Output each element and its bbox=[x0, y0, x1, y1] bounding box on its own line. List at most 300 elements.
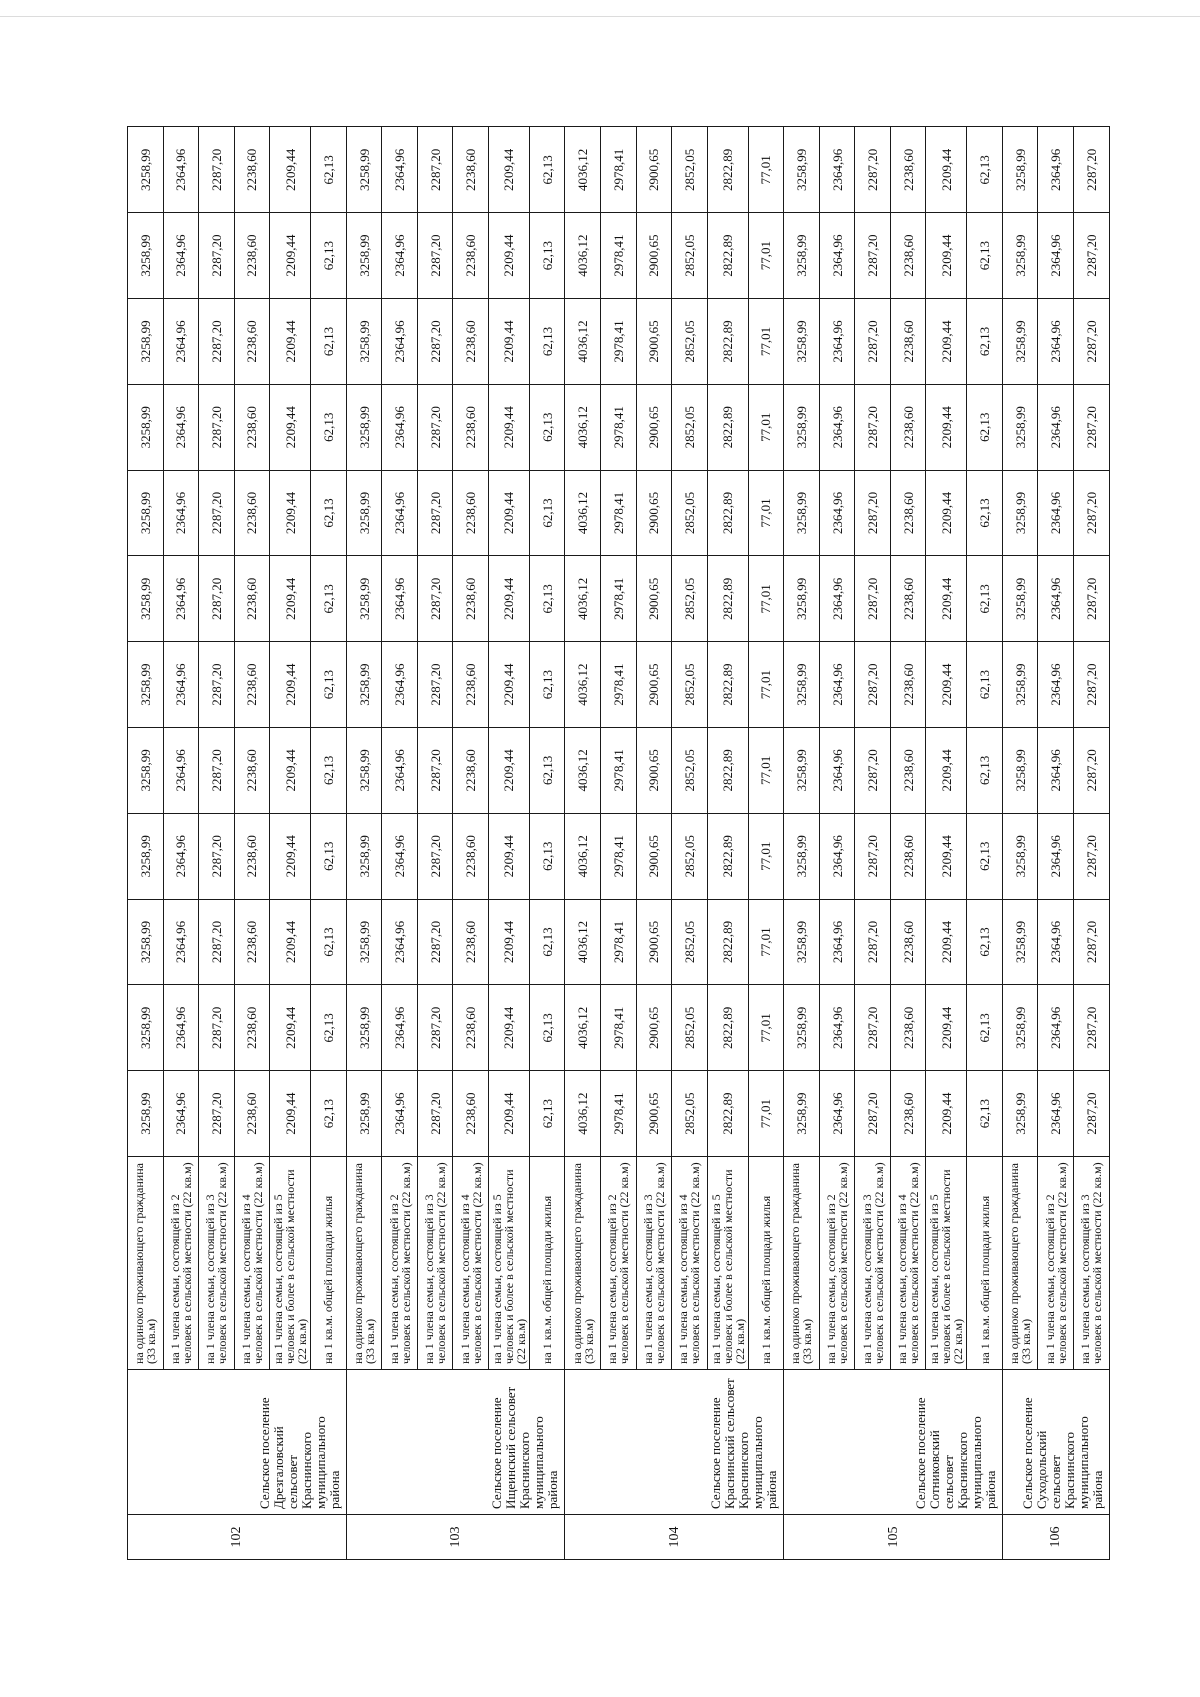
table-row bbox=[163, 127, 199, 1560]
cost-value-cell: 3258,99 bbox=[346, 470, 382, 556]
cost-value-cell: 2287,20 bbox=[1074, 384, 1110, 470]
cost-value-cell: 62,13 bbox=[529, 813, 565, 899]
cost-value-cell: 2287,20 bbox=[855, 556, 891, 642]
cost-value-cell: 62,13 bbox=[529, 1071, 565, 1157]
cost-value-cell: 2238,60 bbox=[890, 556, 926, 642]
cost-value-cell: 2238,60 bbox=[453, 384, 489, 470]
cost-value-cell: 2900,65 bbox=[636, 728, 672, 814]
cost-value-cell: 3258,99 bbox=[346, 642, 382, 728]
cost-value-cell: 2364,96 bbox=[382, 899, 418, 985]
cost-value-cell: 2287,20 bbox=[199, 213, 235, 299]
row-number: 103 bbox=[346, 1515, 565, 1560]
cost-value-cell: 2287,20 bbox=[199, 642, 235, 728]
cost-value-cell: 62,13 bbox=[967, 384, 1003, 470]
cost-value-cell: 2822,89 bbox=[707, 642, 748, 728]
norm-description: на 1 кв.м. общей площади жилья bbox=[967, 1157, 1003, 1370]
cost-value-cell: 2364,96 bbox=[1038, 813, 1074, 899]
cost-value-cell: 2364,96 bbox=[163, 813, 199, 899]
cost-value-cell: 2209,44 bbox=[926, 728, 967, 814]
cost-value-cell: 62,13 bbox=[529, 899, 565, 985]
norm-description: на 1 члена семьи, состоящей из 3 человек в сельской местности (22 кв.м) bbox=[636, 1157, 672, 1370]
cost-value-cell: 2209,44 bbox=[488, 470, 529, 556]
cost-value-cell: 2287,20 bbox=[417, 813, 453, 899]
cost-value-cell: 2287,20 bbox=[855, 470, 891, 556]
cost-value-cell: 2287,20 bbox=[1074, 899, 1110, 985]
cost-value-cell: 3258,99 bbox=[128, 1071, 164, 1157]
cost-value-cell: 62,13 bbox=[311, 642, 347, 728]
cost-value-cell: 2238,60 bbox=[453, 728, 489, 814]
table-row bbox=[453, 127, 489, 1560]
cost-value-cell: 2238,60 bbox=[890, 985, 926, 1071]
cost-value-cell: 2287,20 bbox=[855, 127, 891, 213]
cost-value-cell: 2209,44 bbox=[926, 556, 967, 642]
cost-value-cell: 2209,44 bbox=[270, 1071, 311, 1157]
cost-value-cell: 3258,99 bbox=[784, 213, 820, 299]
cost-value-cell: 2364,96 bbox=[1038, 213, 1074, 299]
norm-description: на 1 члена семьи, состоящей из 4 человек в сельской местности (22 кв.м) bbox=[234, 1157, 270, 1370]
cost-value-cell: 2978,41 bbox=[601, 299, 637, 385]
table-row bbox=[270, 127, 311, 1560]
cost-value-cell: 2852,05 bbox=[672, 728, 708, 814]
table-row bbox=[601, 127, 637, 1560]
cost-value-cell: 2287,20 bbox=[855, 813, 891, 899]
cost-value-cell: 62,13 bbox=[967, 556, 1003, 642]
cost-value-cell: 2209,44 bbox=[926, 127, 967, 213]
norm-description: на 1 кв.м. общей площади жилья bbox=[748, 1157, 784, 1370]
table-row bbox=[417, 127, 453, 1560]
cost-value-cell: 2287,20 bbox=[199, 384, 235, 470]
table-row bbox=[855, 127, 891, 1560]
cost-value-cell: 2364,96 bbox=[163, 213, 199, 299]
cost-value-cell: 3258,99 bbox=[784, 299, 820, 385]
cost-value-cell: 3258,99 bbox=[784, 642, 820, 728]
cost-value-cell: 2364,96 bbox=[163, 728, 199, 814]
cost-value-cell: 2209,44 bbox=[488, 299, 529, 385]
cost-value-cell: 2209,44 bbox=[270, 556, 311, 642]
cost-value-cell: 3258,99 bbox=[346, 384, 382, 470]
norm-description: на 1 члена семьи, состоящей из 2 человек в сельской местности (22 кв.м) bbox=[819, 1157, 855, 1370]
norm-description: на 1 члена семьи, состоящей из 2 человек в сельской местности (22 кв.м) bbox=[1038, 1157, 1074, 1370]
cost-value-cell: 62,13 bbox=[529, 384, 565, 470]
table-row bbox=[1002, 127, 1038, 1560]
cost-value-cell: 2238,60 bbox=[453, 1071, 489, 1157]
cost-value-cell: 2287,20 bbox=[417, 384, 453, 470]
cost-value-cell: 2238,60 bbox=[453, 899, 489, 985]
cost-value-cell: 3258,99 bbox=[346, 299, 382, 385]
cost-value-cell: 3258,99 bbox=[346, 1071, 382, 1157]
cost-value-cell: 2364,96 bbox=[163, 985, 199, 1071]
cost-value-cell: 62,13 bbox=[311, 985, 347, 1071]
cost-value-cell: 3258,99 bbox=[784, 556, 820, 642]
cost-value-cell: 2364,96 bbox=[1038, 899, 1074, 985]
cost-value-cell: 2238,60 bbox=[453, 299, 489, 385]
cost-value-cell: 2209,44 bbox=[488, 384, 529, 470]
cost-value-cell: 2364,96 bbox=[1038, 556, 1074, 642]
cost-value-cell: 2287,20 bbox=[199, 299, 235, 385]
cost-value-cell: 2978,41 bbox=[601, 127, 637, 213]
cost-value-cell: 2209,44 bbox=[488, 556, 529, 642]
table-row bbox=[128, 127, 164, 1560]
cost-value-cell: 2287,20 bbox=[417, 127, 453, 213]
table-row bbox=[488, 127, 529, 1560]
cost-value-cell: 2978,41 bbox=[601, 899, 637, 985]
cost-value-cell: 2364,96 bbox=[382, 1071, 418, 1157]
cost-value-cell: 2287,20 bbox=[1074, 642, 1110, 728]
cost-value-cell: 2238,60 bbox=[234, 470, 270, 556]
cost-value-cell: 2364,96 bbox=[819, 470, 855, 556]
cost-value-cell: 2822,89 bbox=[707, 813, 748, 899]
cost-value-cell: 2209,44 bbox=[270, 813, 311, 899]
cost-value-cell: 62,13 bbox=[311, 813, 347, 899]
cost-value-cell: 4036,12 bbox=[565, 127, 601, 213]
cost-value-cell: 62,13 bbox=[311, 384, 347, 470]
cost-value-cell: 2287,20 bbox=[855, 899, 891, 985]
table-row bbox=[636, 127, 672, 1560]
cost-value-cell: 2287,20 bbox=[417, 642, 453, 728]
settlement-name: Сельское поселение Суходольский сельсовет Краснинского муниципального района bbox=[1002, 1370, 1109, 1515]
cost-value-cell: 2209,44 bbox=[926, 899, 967, 985]
cost-value-cell: 2209,44 bbox=[270, 985, 311, 1071]
norm-description: на 1 члена семьи, состоящей из 2 человек в сельской местности (22 кв.м) bbox=[163, 1157, 199, 1370]
table-row bbox=[819, 127, 855, 1560]
cost-value-cell: 2822,89 bbox=[707, 985, 748, 1071]
cost-value-cell: 3258,99 bbox=[1002, 1071, 1038, 1157]
cost-value-cell: 2238,60 bbox=[453, 985, 489, 1071]
cost-value-cell: 2238,60 bbox=[234, 384, 270, 470]
cost-value-cell: 2287,20 bbox=[199, 1071, 235, 1157]
cost-value-cell: 2287,20 bbox=[1074, 556, 1110, 642]
cost-value-cell: 2287,20 bbox=[855, 728, 891, 814]
cost-value-cell: 3258,99 bbox=[1002, 899, 1038, 985]
cost-value-cell: 2209,44 bbox=[488, 213, 529, 299]
cost-value-cell: 2238,60 bbox=[890, 470, 926, 556]
cost-value-cell: 2900,65 bbox=[636, 127, 672, 213]
norm-description: на 1 члена семьи, состоящей из 4 человек в сельской местности (22 кв.м) bbox=[890, 1157, 926, 1370]
cost-value-cell: 77,01 bbox=[748, 985, 784, 1071]
cost-value-cell: 2978,41 bbox=[601, 384, 637, 470]
cost-value-cell: 62,13 bbox=[967, 813, 1003, 899]
row-number: 104 bbox=[565, 1515, 784, 1560]
cost-value-cell: 2287,20 bbox=[1074, 813, 1110, 899]
cost-value-cell: 2287,20 bbox=[1074, 299, 1110, 385]
cost-value-cell: 3258,99 bbox=[128, 470, 164, 556]
norm-description: на 1 члена семьи, состоящей из 3 человек в сельской местности (22 кв.м) bbox=[417, 1157, 453, 1370]
cost-value-cell: 3258,99 bbox=[346, 213, 382, 299]
norm-description: на одиноко проживающего гражданина (33 кв.м) bbox=[346, 1157, 382, 1370]
norm-description: на одиноко проживающего гражданина (33 кв.м) bbox=[1002, 1157, 1038, 1370]
cost-value-cell: 2364,96 bbox=[1038, 470, 1074, 556]
cost-value-cell: 2209,44 bbox=[270, 470, 311, 556]
table-row bbox=[707, 127, 748, 1560]
cost-value-cell: 77,01 bbox=[748, 642, 784, 728]
norm-description: на 1 члена семьи, состоящей из 3 человек в сельской местности (22 кв.м) bbox=[1074, 1157, 1110, 1370]
cost-value-cell: 2364,96 bbox=[382, 728, 418, 814]
cost-value-cell: 2238,60 bbox=[453, 642, 489, 728]
cost-value-cell: 2364,96 bbox=[819, 985, 855, 1071]
norm-description: на одиноко проживающего гражданина (33 кв.м) bbox=[784, 1157, 820, 1370]
cost-value-cell: 2238,60 bbox=[890, 127, 926, 213]
cost-value-cell: 2287,20 bbox=[417, 1071, 453, 1157]
cost-value-cell: 62,13 bbox=[311, 899, 347, 985]
cost-value-cell: 62,13 bbox=[311, 556, 347, 642]
cost-value-cell: 2364,96 bbox=[163, 556, 199, 642]
row-number: 106 bbox=[1002, 1515, 1109, 1560]
cost-value-cell: 3258,99 bbox=[128, 213, 164, 299]
cost-value-cell: 2364,96 bbox=[1038, 127, 1074, 213]
cost-value-cell: 2209,44 bbox=[488, 127, 529, 213]
cost-value-cell: 2978,41 bbox=[601, 813, 637, 899]
cost-value-cell: 2209,44 bbox=[926, 213, 967, 299]
cost-value-cell: 2364,96 bbox=[163, 642, 199, 728]
norm-description: на 1 кв.м. общей площади жилья bbox=[311, 1157, 347, 1370]
cost-value-cell: 62,13 bbox=[311, 127, 347, 213]
cost-value-cell: 3258,99 bbox=[784, 985, 820, 1071]
cost-value-cell: 4036,12 bbox=[565, 470, 601, 556]
cost-value-cell: 4036,12 bbox=[565, 213, 601, 299]
cost-value-cell: 2978,41 bbox=[601, 556, 637, 642]
cost-value-cell: 2209,44 bbox=[488, 985, 529, 1071]
cost-value-cell: 2238,60 bbox=[453, 127, 489, 213]
cost-value-cell: 77,01 bbox=[748, 299, 784, 385]
cost-value-cell: 2364,96 bbox=[382, 127, 418, 213]
cost-value-cell: 2287,20 bbox=[417, 556, 453, 642]
cost-value-cell: 62,13 bbox=[967, 642, 1003, 728]
cost-value-cell: 2364,96 bbox=[163, 384, 199, 470]
cost-value-cell: 2238,60 bbox=[890, 1071, 926, 1157]
cost-value-cell: 2238,60 bbox=[234, 1071, 270, 1157]
table-row bbox=[748, 127, 784, 1560]
table-row bbox=[784, 127, 820, 1560]
cost-value-cell: 2238,60 bbox=[890, 213, 926, 299]
rotated-table-wrapper bbox=[127, 127, 1105, 1560]
cost-value-cell: 2287,20 bbox=[855, 299, 891, 385]
settlement-name: Сельское поселение Краснинский сельсовет Краснинского муниципального района bbox=[565, 1370, 784, 1515]
cost-value-cell: 2209,44 bbox=[926, 470, 967, 556]
cost-value-cell: 77,01 bbox=[748, 728, 784, 814]
norm-description: на 1 члена семьи, состоящей из 5 человек и более в сельской местности (22 кв.м) bbox=[707, 1157, 748, 1370]
cost-value-cell: 2287,20 bbox=[855, 213, 891, 299]
cost-value-cell: 2238,60 bbox=[453, 813, 489, 899]
cost-value-cell: 2852,05 bbox=[672, 213, 708, 299]
cost-value-cell: 2364,96 bbox=[382, 299, 418, 385]
cost-value-cell: 2900,65 bbox=[636, 384, 672, 470]
norm-description: на 1 члена семьи, состоящей из 4 человек в сельской местности (22 кв.м) bbox=[453, 1157, 489, 1370]
cost-value-cell: 2287,20 bbox=[199, 470, 235, 556]
cost-value-cell: 3258,99 bbox=[784, 384, 820, 470]
cost-value-cell: 4036,12 bbox=[565, 1071, 601, 1157]
cost-value-cell: 3258,99 bbox=[1002, 127, 1038, 213]
cost-value-cell: 2238,60 bbox=[890, 642, 926, 728]
cost-value-cell: 2287,20 bbox=[1074, 985, 1110, 1071]
cost-value-cell: 62,13 bbox=[311, 299, 347, 385]
cost-value-cell: 3258,99 bbox=[128, 985, 164, 1071]
cost-value-cell: 2822,89 bbox=[707, 127, 748, 213]
cost-value-cell: 2287,20 bbox=[417, 899, 453, 985]
cost-value-cell: 2364,96 bbox=[819, 728, 855, 814]
cost-value-cell: 2209,44 bbox=[926, 384, 967, 470]
cost-value-cell: 2978,41 bbox=[601, 213, 637, 299]
cost-value-cell: 2364,96 bbox=[819, 127, 855, 213]
cost-value-cell: 3258,99 bbox=[1002, 813, 1038, 899]
table-row bbox=[529, 127, 565, 1560]
cost-value-cell: 2364,96 bbox=[382, 470, 418, 556]
cost-value-cell: 77,01 bbox=[748, 213, 784, 299]
cost-value-cell: 2900,65 bbox=[636, 899, 672, 985]
cost-value-cell: 2209,44 bbox=[270, 213, 311, 299]
cost-value-cell: 2900,65 bbox=[636, 813, 672, 899]
cost-value-cell: 2364,96 bbox=[819, 813, 855, 899]
norm-description: на одиноко проживающего гражданина (33 кв.м) bbox=[128, 1157, 164, 1370]
settlement-name: Сельское поселение Ищеинский сельсовет Краснинского муниципального района bbox=[346, 1370, 565, 1515]
table-row bbox=[565, 127, 601, 1560]
cost-value-cell: 77,01 bbox=[748, 899, 784, 985]
cost-value-cell: 2209,44 bbox=[270, 127, 311, 213]
cost-value-cell: 2238,60 bbox=[234, 813, 270, 899]
cost-value-cell: 62,13 bbox=[967, 1071, 1003, 1157]
cost-value-cell: 77,01 bbox=[748, 1071, 784, 1157]
cost-value-cell: 2364,96 bbox=[382, 556, 418, 642]
cost-value-cell: 2852,05 bbox=[672, 127, 708, 213]
table-row bbox=[672, 127, 708, 1560]
cost-value-cell: 2900,65 bbox=[636, 985, 672, 1071]
cost-value-cell: 2287,20 bbox=[1074, 470, 1110, 556]
cost-value-cell: 62,13 bbox=[529, 127, 565, 213]
cost-value-cell: 2978,41 bbox=[601, 470, 637, 556]
cost-value-cell: 3258,99 bbox=[1002, 985, 1038, 1071]
cost-value-cell: 2238,60 bbox=[234, 213, 270, 299]
cost-value-cell: 4036,12 bbox=[565, 642, 601, 728]
cost-value-cell: 2364,96 bbox=[382, 813, 418, 899]
cost-value-cell: 3258,99 bbox=[1002, 213, 1038, 299]
cost-value-cell: 2822,89 bbox=[707, 728, 748, 814]
cost-value-cell: 62,13 bbox=[529, 728, 565, 814]
cost-value-cell: 2209,44 bbox=[926, 985, 967, 1071]
row-number: 102 bbox=[128, 1515, 347, 1560]
cost-value-cell: 62,13 bbox=[967, 899, 1003, 985]
cost-value-cell: 2287,20 bbox=[1074, 213, 1110, 299]
table-row bbox=[382, 127, 418, 1560]
cost-value-cell: 2852,05 bbox=[672, 556, 708, 642]
cost-value-cell: 2287,20 bbox=[855, 1071, 891, 1157]
norm-description: на 1 члена семьи, состоящей из 4 человек в сельской местности (22 кв.м) bbox=[672, 1157, 708, 1370]
cost-value-cell: 2287,20 bbox=[199, 728, 235, 814]
cost-value-cell: 2364,96 bbox=[819, 213, 855, 299]
cost-value-cell: 2852,05 bbox=[672, 642, 708, 728]
cost-value-cell: 2364,96 bbox=[1038, 642, 1074, 728]
cost-value-cell: 3258,99 bbox=[1002, 642, 1038, 728]
table-row bbox=[311, 127, 347, 1560]
cost-value-cell: 2364,96 bbox=[382, 642, 418, 728]
cost-value-cell: 2238,60 bbox=[234, 985, 270, 1071]
settlement-name: Сельское поселение Дрезгаловский сельсовет Краснинского муниципального района bbox=[128, 1370, 347, 1515]
cost-value-cell: 3258,99 bbox=[128, 642, 164, 728]
cost-value-cell: 2238,60 bbox=[890, 384, 926, 470]
cost-value-cell: 2852,05 bbox=[672, 1071, 708, 1157]
cost-value-cell: 4036,12 bbox=[565, 556, 601, 642]
cost-value-cell: 2900,65 bbox=[636, 1071, 672, 1157]
norm-description: на 1 члена семьи, состоящей из 5 человек и более в сельской местности (22 кв.м) bbox=[926, 1157, 967, 1370]
cost-value-cell: 62,13 bbox=[529, 470, 565, 556]
cost-value-cell: 77,01 bbox=[748, 384, 784, 470]
cost-value-cell: 2822,89 bbox=[707, 1071, 748, 1157]
cost-value-cell: 3258,99 bbox=[346, 899, 382, 985]
table-row bbox=[926, 127, 967, 1560]
cost-value-cell: 4036,12 bbox=[565, 384, 601, 470]
cost-value-cell: 62,13 bbox=[529, 985, 565, 1071]
cost-value-cell: 4036,12 bbox=[565, 985, 601, 1071]
cost-value-cell: 2364,96 bbox=[163, 1071, 199, 1157]
cost-value-cell: 2822,89 bbox=[707, 899, 748, 985]
cost-value-cell: 3258,99 bbox=[346, 813, 382, 899]
cost-value-cell: 2364,96 bbox=[819, 556, 855, 642]
cost-value-cell: 2978,41 bbox=[601, 985, 637, 1071]
cost-value-cell: 2209,44 bbox=[488, 899, 529, 985]
cost-value-cell: 2978,41 bbox=[601, 642, 637, 728]
cost-value-cell: 2364,96 bbox=[1038, 985, 1074, 1071]
cost-value-cell: 2364,96 bbox=[1038, 299, 1074, 385]
cost-value-cell: 2364,96 bbox=[163, 899, 199, 985]
cost-value-cell: 2900,65 bbox=[636, 213, 672, 299]
cost-value-cell: 2287,20 bbox=[199, 813, 235, 899]
cost-value-cell: 3258,99 bbox=[1002, 728, 1038, 814]
cost-value-cell: 77,01 bbox=[748, 813, 784, 899]
cost-value-cell: 3258,99 bbox=[128, 728, 164, 814]
cost-value-cell: 2238,60 bbox=[234, 299, 270, 385]
norm-description: на 1 члена семьи, состоящей из 3 человек в сельской местности (22 кв.м) bbox=[855, 1157, 891, 1370]
cost-value-cell: 2209,44 bbox=[926, 1071, 967, 1157]
cost-value-cell: 2287,20 bbox=[417, 728, 453, 814]
cost-value-cell: 4036,12 bbox=[565, 899, 601, 985]
cost-value-cell: 3258,99 bbox=[1002, 384, 1038, 470]
norm-description: на 1 члена семьи, состоящей из 5 человек и более в сельской местности (22 кв.м) bbox=[488, 1157, 529, 1370]
scan-edge-line bbox=[0, 16, 1200, 17]
cost-value-cell: 3258,99 bbox=[128, 127, 164, 213]
cost-value-cell: 2209,44 bbox=[270, 899, 311, 985]
norm-description: на 1 члена семьи, состоящей из 2 человек в сельской местности (22 кв.м) bbox=[601, 1157, 637, 1370]
norm-description: на 1 члена семьи, состоящей из 5 человек и более в сельской местности (22 кв.м) bbox=[270, 1157, 311, 1370]
cost-value-cell: 3258,99 bbox=[128, 556, 164, 642]
cost-value-cell: 2238,60 bbox=[234, 728, 270, 814]
cost-value-cell: 77,01 bbox=[748, 470, 784, 556]
row-number: 105 bbox=[784, 1515, 1003, 1560]
cost-value-cell: 2852,05 bbox=[672, 299, 708, 385]
cost-value-cell: 2852,05 bbox=[672, 899, 708, 985]
table-row bbox=[967, 127, 1003, 1560]
cost-value-cell: 2287,20 bbox=[1074, 728, 1110, 814]
cost-value-cell: 2364,96 bbox=[819, 642, 855, 728]
cost-value-cell: 2364,96 bbox=[163, 127, 199, 213]
table-row bbox=[1038, 127, 1074, 1560]
cost-value-cell: 3258,99 bbox=[784, 728, 820, 814]
cost-value-cell: 3258,99 bbox=[128, 813, 164, 899]
cost-value-cell: 3258,99 bbox=[1002, 556, 1038, 642]
table-row bbox=[1074, 127, 1110, 1560]
cost-value-cell: 2900,65 bbox=[636, 556, 672, 642]
norm-description: на 1 кв.м. общей площади жилья bbox=[529, 1157, 565, 1370]
cost-value-cell: 4036,12 bbox=[565, 299, 601, 385]
cost-value-cell: 3258,99 bbox=[784, 470, 820, 556]
cost-value-cell: 2238,60 bbox=[890, 899, 926, 985]
cost-value-cell: 2364,96 bbox=[1038, 728, 1074, 814]
cost-value-cell: 2209,44 bbox=[270, 728, 311, 814]
cost-value-cell: 4036,12 bbox=[565, 813, 601, 899]
cost-value-cell: 3258,99 bbox=[346, 556, 382, 642]
cost-value-cell: 3258,99 bbox=[346, 985, 382, 1071]
cost-value-cell: 62,13 bbox=[967, 728, 1003, 814]
cost-value-cell: 2238,60 bbox=[890, 299, 926, 385]
cost-value-cell: 2364,96 bbox=[163, 470, 199, 556]
cost-value-cell: 2364,96 bbox=[1038, 1071, 1074, 1157]
